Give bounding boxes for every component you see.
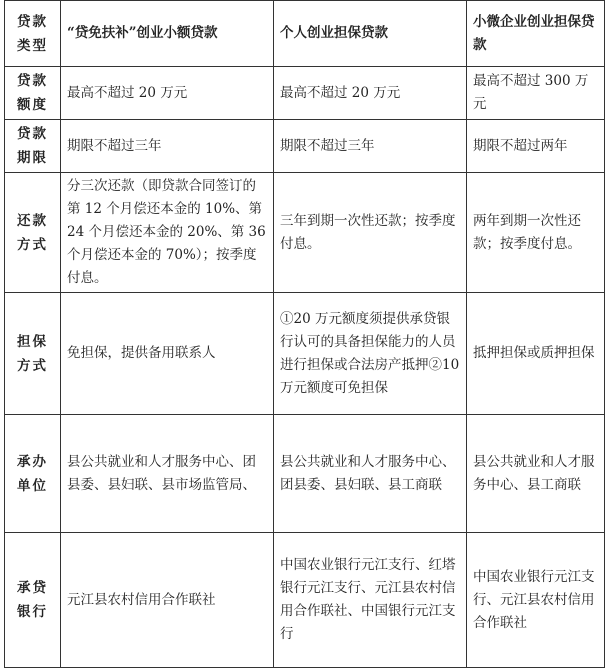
cell-repayment-col2: 三年到期一次性还款；按季度付息。 <box>274 173 467 293</box>
row-label-lending-bank <box>5 533 61 668</box>
header-col-small-micro-enterprise-loan: 小微企业创业担保贷款 <box>467 1 605 67</box>
cell-organizer-col3: 县公共就业和人才服务中心、县工商联 <box>467 415 605 533</box>
cell-bank-col1: 元江县农村信用合作联社 <box>61 533 274 668</box>
row-label-bottom: 单位 <box>17 477 48 494</box>
header-col-entrepreneurship-small-loan: “贷免扶补”创业小额贷款 <box>61 1 274 67</box>
table-row <box>5 533 605 668</box>
cell-term-col1: 期限不超过三年 <box>61 120 274 173</box>
row-label-top: 承办 <box>17 453 48 470</box>
row-label-loan-term <box>5 120 61 173</box>
table-row <box>5 120 605 173</box>
cell-amount-col1: 最高不超过 20 万元 <box>61 67 274 120</box>
cell-repayment-col3: 两年到期一次性还款；按季度付息。 <box>467 173 605 293</box>
header-label-top: 贷款 <box>17 13 48 30</box>
cell-term-col2: 期限不超过三年 <box>274 120 467 173</box>
header-label-bottom: 类型 <box>17 37 48 54</box>
row-label-top: 担保 <box>17 333 48 350</box>
table-row <box>5 415 605 533</box>
cell-repayment-col1: 分三次还款（即贷款合同签订的第 12 个月偿还本金的 10%、第 24 个月偿还本金的 20%、第 36 个月偿还本金的 70%）；按季度付息。 <box>61 173 274 293</box>
cell-guarantee-col1: 免担保，提供备用联系人 <box>61 293 274 415</box>
row-label-top: 承贷 <box>17 580 48 596</box>
cell-organizer-col2: 县公共就业和人才服务中心、团县委、县妇联、县工商联 <box>274 415 467 533</box>
row-label-guarantee-method <box>5 293 61 415</box>
cell-bank-col3: 中国农业银行元江支行、元江县农村信用合作联社 <box>467 533 605 668</box>
row-label-loan-amount <box>5 67 61 120</box>
row-label-top: 贷款 <box>17 126 48 142</box>
loan-types-table <box>4 0 605 668</box>
table-row <box>5 173 605 293</box>
cell-amount-col3: 最高不超过 300 万元 <box>467 67 605 120</box>
row-label-organizer <box>5 415 61 533</box>
cell-guarantee-col2: ①20 万元额度须提供承贷银行认可的具备担保能力的人员进行担保或合法房产抵押②10 万元额度可免担保 <box>274 293 467 415</box>
row-label-bottom: 期限 <box>17 150 48 166</box>
row-label-bottom: 方式 <box>17 236 48 253</box>
table-row <box>5 293 605 415</box>
cell-term-col3: 期限不超过两年 <box>467 120 605 173</box>
header-label-loan-type <box>5 1 61 67</box>
table-header-row <box>5 1 605 67</box>
row-label-bottom: 额度 <box>17 97 48 113</box>
row-label-bottom: 方式 <box>17 357 48 374</box>
cell-organizer-col1: 县公共就业和人才服务中心、团县委、县妇联、县市场监管局、 <box>61 415 274 533</box>
row-label-bottom: 银行 <box>17 604 48 620</box>
cell-amount-col2: 最高不超过 20 万元 <box>274 67 467 120</box>
cell-guarantee-col3: 抵押担保或质押担保 <box>467 293 605 415</box>
cell-bank-col2: 中国农业银行元江支行、红塔银行元江支行、元江县农村信用合作联社、中国银行元江支行 <box>274 533 467 668</box>
row-label-top: 贷款 <box>17 73 48 89</box>
header-col-personal-guarantee-loan: 个人创业担保贷款 <box>274 1 467 67</box>
row-label-repayment-method <box>5 173 61 293</box>
row-label-top: 还款 <box>17 212 48 229</box>
table-row <box>5 67 605 120</box>
